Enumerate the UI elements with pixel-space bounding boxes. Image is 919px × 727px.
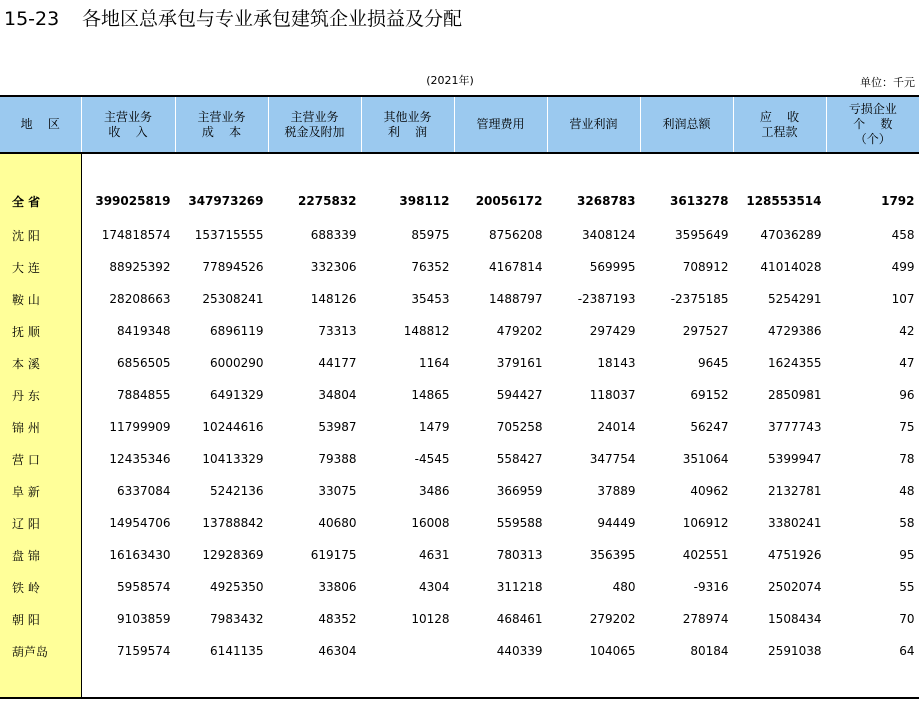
value-cell: 6000290 xyxy=(175,347,268,379)
value-cell: 18143 xyxy=(547,347,640,379)
value-cell: 6337084 xyxy=(81,475,175,507)
value-cell: 9103859 xyxy=(81,603,175,635)
table-row xyxy=(0,443,919,475)
value-cell: 25308241 xyxy=(175,283,268,315)
value-cell: 33075 xyxy=(268,475,361,507)
value-cell: 7884855 xyxy=(81,379,175,411)
value-cell: 107 xyxy=(826,283,919,315)
spacer-row xyxy=(0,153,919,183)
value-cell: 46304 xyxy=(268,635,361,667)
value-cell: 479202 xyxy=(454,315,547,347)
region-name: 丹 东 xyxy=(12,388,40,403)
value-cell: 58 xyxy=(826,507,919,539)
value-cell: 311218 xyxy=(454,571,547,603)
value-cell: 366959 xyxy=(454,475,547,507)
value-cell: 499 xyxy=(826,251,919,283)
region-name: 抚 顺 xyxy=(12,324,40,339)
table-row xyxy=(0,219,919,251)
column-header-main-tax: 主营业务 税金及附加 xyxy=(268,96,361,153)
value-cell: 688339 xyxy=(268,219,361,251)
value-cell: 1792 xyxy=(826,183,919,219)
value-cell: 174818574 xyxy=(81,219,175,251)
value-cell: 297527 xyxy=(640,315,733,347)
value-cell: 14954706 xyxy=(81,507,175,539)
value-cell: 2591038 xyxy=(733,635,826,667)
value-cell: 780313 xyxy=(454,539,547,571)
table-row xyxy=(0,347,919,379)
region-cell xyxy=(0,539,81,571)
value-cell: 3486 xyxy=(361,475,454,507)
value-cell: 347754 xyxy=(547,443,640,475)
value-cell: 3268783 xyxy=(547,183,640,219)
value-cell: 40962 xyxy=(640,475,733,507)
region-cell xyxy=(0,379,81,411)
value-cell: 88925392 xyxy=(81,251,175,283)
region-name: 辽 阳 xyxy=(12,516,40,531)
value-cell: 1479 xyxy=(361,411,454,443)
value-cell: 4304 xyxy=(361,571,454,603)
value-cell: 8756208 xyxy=(454,219,547,251)
value-cell: 104065 xyxy=(547,635,640,667)
value-cell: 3777743 xyxy=(733,411,826,443)
region-name: 鞍 山 xyxy=(12,292,40,307)
value-cell: 47036289 xyxy=(733,219,826,251)
value-cell: 69152 xyxy=(640,379,733,411)
region-cell xyxy=(0,443,81,475)
value-cell: 559588 xyxy=(454,507,547,539)
region-name: 阜 新 xyxy=(12,484,40,499)
column-header-receivables: 应 收 工程款 xyxy=(733,96,826,153)
value-cell: 379161 xyxy=(454,347,547,379)
region-cell xyxy=(0,603,81,635)
table-number: 15-23 xyxy=(4,8,60,30)
value-cell: 402551 xyxy=(640,539,733,571)
value-cell: 6896119 xyxy=(175,315,268,347)
table-row xyxy=(0,475,919,507)
value-cell: 12928369 xyxy=(175,539,268,571)
value-cell: 6856505 xyxy=(81,347,175,379)
value-cell: 76352 xyxy=(361,251,454,283)
value-cell: 398112 xyxy=(361,183,454,219)
value-cell: 594427 xyxy=(454,379,547,411)
value-cell: 4729386 xyxy=(733,315,826,347)
value-cell: 48 xyxy=(826,475,919,507)
table-title: 各地区总承包与专业承包建筑企业损益及分配 xyxy=(82,8,463,30)
table-row xyxy=(0,379,919,411)
table-row xyxy=(0,315,919,347)
value-cell: -4545 xyxy=(361,443,454,475)
value-cell: 14865 xyxy=(361,379,454,411)
table-row xyxy=(0,635,919,667)
value-cell: 118037 xyxy=(547,379,640,411)
value-cell: 148812 xyxy=(361,315,454,347)
value-cell: 6141135 xyxy=(175,635,268,667)
value-cell: 569995 xyxy=(547,251,640,283)
value-cell: 440339 xyxy=(454,635,547,667)
year-label: (2021年) xyxy=(426,74,474,87)
value-cell: 3595649 xyxy=(640,219,733,251)
value-cell: 347973269 xyxy=(175,183,268,219)
value-cell: 7983432 xyxy=(175,603,268,635)
data-table xyxy=(0,95,919,699)
value-cell: 44177 xyxy=(268,347,361,379)
value-cell: 2502074 xyxy=(733,571,826,603)
value-cell: 70 xyxy=(826,603,919,635)
value-cell: 468461 xyxy=(454,603,547,635)
value-cell: 4751926 xyxy=(733,539,826,571)
table-row xyxy=(0,251,919,283)
region-cell xyxy=(0,183,81,219)
column-header-main-cost: 主营业务 成 本 xyxy=(175,96,268,153)
column-header-admin-expenses: 管理费用 xyxy=(454,96,547,153)
value-cell: 73313 xyxy=(268,315,361,347)
value-cell: 10413329 xyxy=(175,443,268,475)
table-body xyxy=(0,153,919,697)
region-name: 大 连 xyxy=(12,260,40,275)
value-cell: 6491329 xyxy=(175,379,268,411)
value-cell: 106912 xyxy=(640,507,733,539)
value-cell: 1488797 xyxy=(454,283,547,315)
value-cell: 1508434 xyxy=(733,603,826,635)
table-row xyxy=(0,411,919,443)
region-cell xyxy=(0,219,81,251)
region-cell xyxy=(0,411,81,443)
value-cell: 20056172 xyxy=(454,183,547,219)
value-cell: 356395 xyxy=(547,539,640,571)
value-cell: 94449 xyxy=(547,507,640,539)
table-row xyxy=(0,539,919,571)
value-cell: 8419348 xyxy=(81,315,175,347)
value-cell: 77894526 xyxy=(175,251,268,283)
value-cell: 16008 xyxy=(361,507,454,539)
region-cell xyxy=(0,475,81,507)
value-cell: 10244616 xyxy=(175,411,268,443)
value-cell: 40680 xyxy=(268,507,361,539)
value-cell: 56247 xyxy=(640,411,733,443)
value-cell: 3613278 xyxy=(640,183,733,219)
table-row xyxy=(0,571,919,603)
region-name: 营 口 xyxy=(12,452,40,467)
value-cell: 4167814 xyxy=(454,251,547,283)
bottom-rule xyxy=(0,697,919,698)
value-cell: 558427 xyxy=(454,443,547,475)
region-name: 锦 州 xyxy=(12,420,40,435)
value-cell: 297429 xyxy=(547,315,640,347)
value-cell: 53987 xyxy=(268,411,361,443)
value-cell: 47 xyxy=(826,347,919,379)
value-cell: 41014028 xyxy=(733,251,826,283)
region-cell xyxy=(0,347,81,379)
value-cell: 3408124 xyxy=(547,219,640,251)
value-cell: 5242136 xyxy=(175,475,268,507)
value-cell: 5399947 xyxy=(733,443,826,475)
region-cell xyxy=(0,251,81,283)
value-cell: 96 xyxy=(826,379,919,411)
value-cell: -2375185 xyxy=(640,283,733,315)
value-cell: 75 xyxy=(826,411,919,443)
region-name: 葫芦岛 xyxy=(12,644,49,659)
value-cell: 3380241 xyxy=(733,507,826,539)
value-cell: 64 xyxy=(826,635,919,667)
header-row xyxy=(0,96,919,153)
value-cell: 5958574 xyxy=(81,571,175,603)
value-cell: -9316 xyxy=(640,571,733,603)
value-cell: 128553514 xyxy=(733,183,826,219)
filler-row xyxy=(0,667,919,697)
value-cell: 279202 xyxy=(547,603,640,635)
value-cell: 16163430 xyxy=(81,539,175,571)
value-cell: 95 xyxy=(826,539,919,571)
value-cell: 55 xyxy=(826,571,919,603)
region-name: 全 省 xyxy=(12,194,41,209)
value-cell: 37889 xyxy=(547,475,640,507)
value-cell: 35453 xyxy=(361,283,454,315)
column-header-total-profit: 利润总额 xyxy=(640,96,733,153)
value-cell: 148126 xyxy=(268,283,361,315)
value-cell: 10128 xyxy=(361,603,454,635)
region-name: 朝 阳 xyxy=(12,612,40,627)
column-header-other-profit: 其他业务 利 润 xyxy=(361,96,454,153)
value-cell: 5254291 xyxy=(733,283,826,315)
value-cell: 42 xyxy=(826,315,919,347)
table-row xyxy=(0,603,919,635)
value-cell: 28208663 xyxy=(81,283,175,315)
value-cell: 33806 xyxy=(268,571,361,603)
value-cell: -2387193 xyxy=(547,283,640,315)
value-cell: 2275832 xyxy=(268,183,361,219)
value-cell: 458 xyxy=(826,219,919,251)
value-cell: 278974 xyxy=(640,603,733,635)
value-cell: 480 xyxy=(547,571,640,603)
region-name: 本 溪 xyxy=(12,356,40,371)
column-header-region: 地 区 xyxy=(0,96,81,153)
value-cell: 705258 xyxy=(454,411,547,443)
value-cell xyxy=(361,635,454,667)
value-cell: 78 xyxy=(826,443,919,475)
table-row xyxy=(0,283,919,315)
value-cell: 24014 xyxy=(547,411,640,443)
value-cell: 11799909 xyxy=(81,411,175,443)
value-cell: 48352 xyxy=(268,603,361,635)
column-header-operating-profit: 营业利润 xyxy=(547,96,640,153)
value-cell: 79388 xyxy=(268,443,361,475)
value-cell: 80184 xyxy=(640,635,733,667)
page-title xyxy=(4,4,462,34)
value-cell: 351064 xyxy=(640,443,733,475)
region-cell xyxy=(0,315,81,347)
column-header-loss-count: 亏损企业 个 数 （个） xyxy=(826,96,919,153)
region-cell xyxy=(0,635,81,667)
value-cell: 619175 xyxy=(268,539,361,571)
value-cell: 4925350 xyxy=(175,571,268,603)
value-cell: 332306 xyxy=(268,251,361,283)
table-row xyxy=(0,507,919,539)
unit-label: 单位：千元 xyxy=(860,76,915,89)
region-name: 盘 锦 xyxy=(12,548,40,563)
value-cell: 12435346 xyxy=(81,443,175,475)
region-cell xyxy=(0,283,81,315)
region-cell xyxy=(0,507,81,539)
region-name: 沈 阳 xyxy=(12,228,40,243)
value-cell: 9645 xyxy=(640,347,733,379)
region-cell xyxy=(0,571,81,603)
value-cell: 2132781 xyxy=(733,475,826,507)
value-cell: 13788842 xyxy=(175,507,268,539)
value-cell: 2850981 xyxy=(733,379,826,411)
column-header-main-revenue: 主营业务 收 入 xyxy=(81,96,175,153)
region-name: 铁 岭 xyxy=(12,580,40,595)
value-cell: 1624355 xyxy=(733,347,826,379)
value-cell: 7159574 xyxy=(81,635,175,667)
value-cell: 85975 xyxy=(361,219,454,251)
value-cell: 4631 xyxy=(361,539,454,571)
total-row xyxy=(0,183,919,219)
value-cell: 399025819 xyxy=(81,183,175,219)
value-cell: 153715555 xyxy=(175,219,268,251)
value-cell: 1164 xyxy=(361,347,454,379)
value-cell: 34804 xyxy=(268,379,361,411)
value-cell: 708912 xyxy=(640,251,733,283)
